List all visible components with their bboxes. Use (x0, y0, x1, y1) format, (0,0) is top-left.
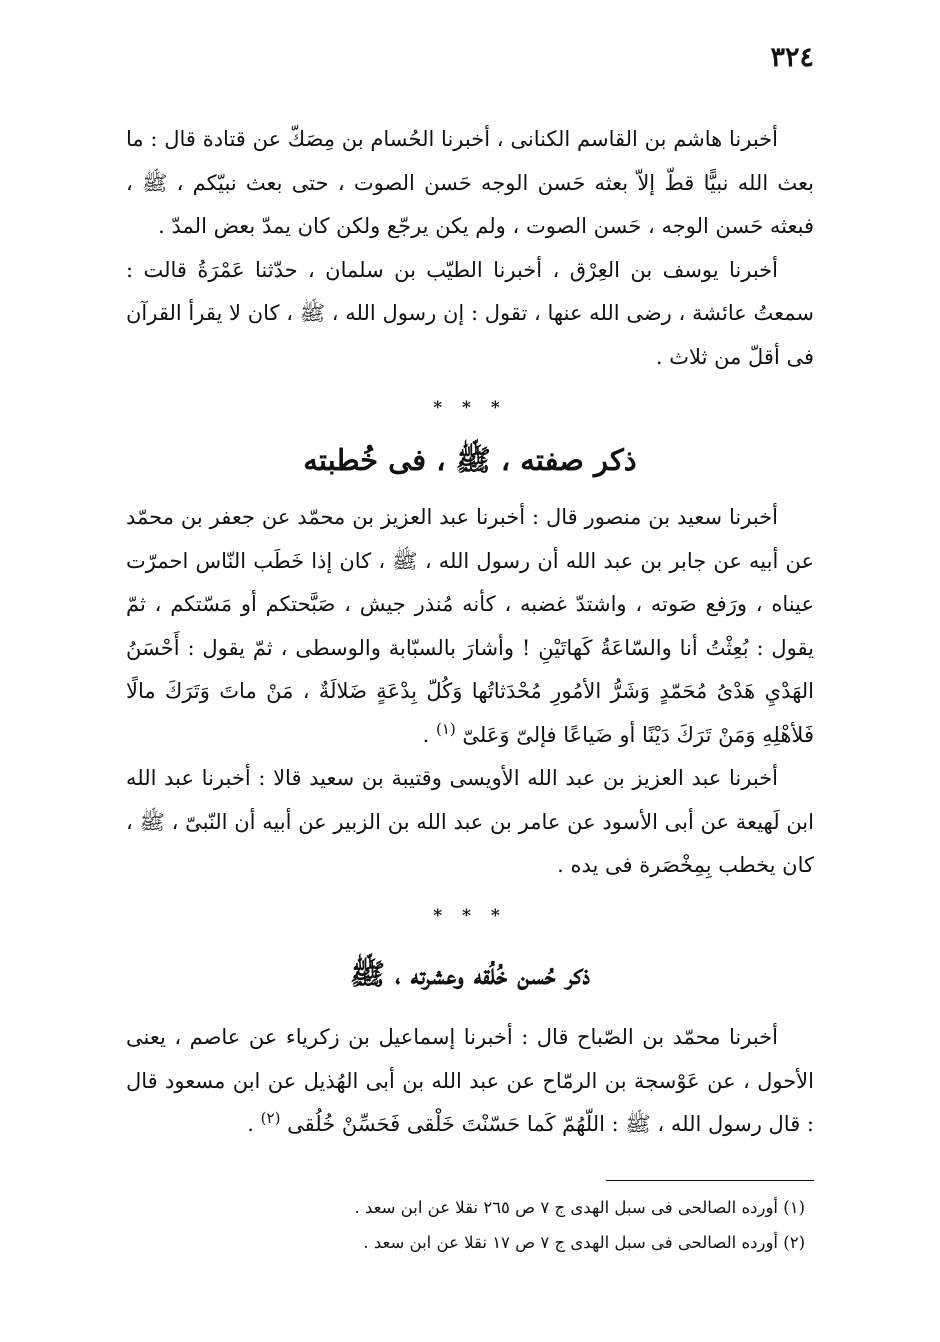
footnote: (٢) أورده الصالحى فى سبل الهدى ج ٧ ص ١٧ نقلا عن ابن سعد . (363, 1233, 805, 1252)
section-heading: ذكر صفته ، ﷺ ، فى خُطبته (303, 443, 637, 477)
paragraph-end: . (247, 1112, 261, 1136)
footnote-ref: (١) (435, 719, 456, 738)
section-separator: * * * (433, 906, 507, 926)
paragraph-end: . (422, 722, 436, 747)
section-2-text (126, 496, 814, 888)
paragraph (126, 1016, 814, 1147)
paragraph-text: أخبرنا محمّد بن الصّباح قال : أخبرنا إسماعيل بن زكرياء عن عاصم ، يعنى الأحول ، عن عَوْسجة بن الرمّاح عن عبد الله بن أبى الهُذيل عن ابن مسعود قال : قال رسول الله ، ﷺ : اللّهُمّ كَما حَسّنْتَ خَلْقى فَحَسِّنْ خُلُقى (126, 1025, 814, 1136)
footnotes (125, 1190, 805, 1260)
section-3-text (126, 1016, 814, 1147)
paragraph: أخبرنا يوسف بن العِرْق ، أخبرنا الطيّب بن سلمان ، حدّثنا عَمْرَةُ قالت : سمعتُ عائشة ، رضى الله عنها ، تقول : إن رسول الله ، ﷺ ، كان لا يقرأ القرآن فى أقلّ من ثلاث . (126, 257, 814, 369)
paragraph: أخبرنا عبد العزيز بن عبد الله الأويسى وقتيبة بن سعيد قالا : أخبرنا عبد الله ابن لَهيعة عن أبى الأسود عن عامر بن عبد الله بن الزبير عن أبيه أن النّبىّ ، ﷺ ، كان يخطب بِمِخْصَرة فى يده . (126, 766, 814, 877)
footnote-ref: (٢) (260, 1109, 281, 1127)
paragraph (126, 496, 814, 757)
paragraph-text: أخبرنا سعيد بن منصور قال : أخبرنا عبد العزيز بن محمّد عن جعفر بن محمّد عن أبيه عن جابر بن عبد الله أن رسول الله ، ﷺ ، كان إذا خَطَب النّاس احمرّت عيناه ، ورَفع صَوته ، واشتدّ غضبه ، كأنه مُنذر جيش ، صَبَّحتكم أو مَسّتكم ، ثمّ يقول : بُعِثْتُ أنا والسّاعَةُ كَهاتَيْنِ ! وأشارَ بالسبّابة والوسطى ، ثمّ يقول : أَحْسَنُ الهَدْيِ هَدْىُ مُحَمّدٍ وَشَرُّ الأمُورِ مُحْدَثاتُها وَكُلّ بِدْعَةٍ ضَلالَةٌ ، مَنْ ماتَ وَتَرَكَ مالًا فَلأهْلِهِ وَمَنْ تَرَكَ دَيْنًا أو ضَياعًا فإلىّ وَعَلىّ (126, 505, 814, 747)
footnote: (١) أورده الصالحى فى سبل الهدى ج ٧ ص ٢٦٥ نقلا عن ابن سعد . (354, 1198, 805, 1217)
page-number: ٣٢٤ (770, 42, 814, 73)
section-1-text (126, 118, 814, 379)
section-heading: ذكر حُسن خُلُقه وعشرته ، ﷺ (350, 957, 590, 991)
paragraph: أخبرنا هاشم بن القاسم الكنانى ، أخبرنا الحُسام بن مِصَكّ عن قتادة قال : ما بعث الله نبيًّا قطّ إلاّ بعثه حَسن الوجه حَسن الصوت ، حتى بعث نبيّكم ، ﷺ ، فبعثه حَسن الوجه ، حَسن الصوت ، ولم يكن يرجّع ولكن كان يمدّ بعض المدّ . (126, 127, 814, 238)
section-separator: * * * (433, 398, 507, 418)
footnote-divider (606, 1180, 814, 1181)
